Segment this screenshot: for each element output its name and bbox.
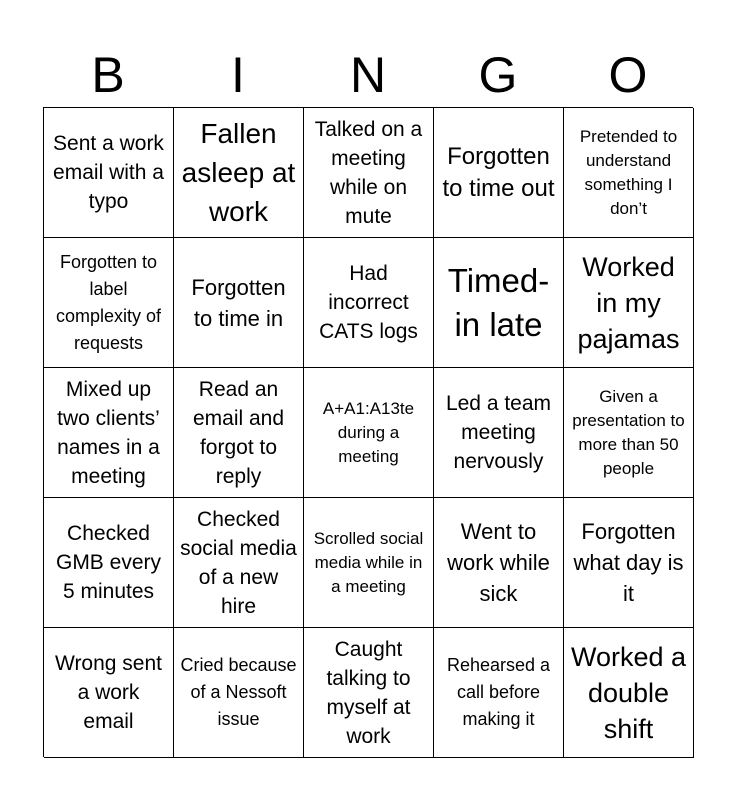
bingo-cell-r4-c3[interactable] xyxy=(304,498,434,628)
cell-text: Read an email and forgot to reply xyxy=(192,377,285,488)
bingo-cell-r1-c3[interactable] xyxy=(304,108,434,238)
bingo-cell-r5-c4[interactable] xyxy=(434,628,564,758)
header-letter-b: B xyxy=(91,47,125,103)
bingo-cell-r3-c2[interactable] xyxy=(174,368,304,498)
cell-text: Checked social media of a new hire xyxy=(180,507,297,618)
cell-text: Worked a double shift xyxy=(570,641,687,744)
bingo-cell-r5-c3[interactable] xyxy=(304,628,434,758)
cell-text: Went to work while sick xyxy=(447,519,550,606)
cell-text: Mixed up two clients’ names in a meeting xyxy=(57,377,160,488)
bingo-cell-r3-c3[interactable] xyxy=(304,368,434,498)
cell-text: Had incorrect CATS logs xyxy=(319,262,418,343)
bingo-cell-r4-c1[interactable] xyxy=(44,498,174,628)
bingo-cell-r3-c4[interactable] xyxy=(434,368,564,498)
bingo-cell-r5-c2[interactable] xyxy=(174,628,304,758)
bingo-cell-r5-c5[interactable] xyxy=(564,628,694,758)
cell-text: Scrolled social media while in a meeting xyxy=(313,528,424,596)
cell-text: Rehearsed a call before making it xyxy=(446,655,551,729)
bingo-cell-r3-c1[interactable] xyxy=(44,368,174,498)
cell-text: A+A1:A13te during a meeting xyxy=(322,398,415,466)
cell-text: Caught talking to myself at work xyxy=(326,637,411,748)
cell-text: Forgotten to label complexity of requests xyxy=(55,251,162,353)
bingo-cell-r3-c5[interactable] xyxy=(564,368,694,498)
cell-text: Sent a work email with a typo xyxy=(53,132,164,213)
bingo-cell-r4-c5[interactable] xyxy=(564,498,694,628)
bingo-cell-r2-c2[interactable] xyxy=(174,238,304,368)
cell-text: Fallen asleep at work xyxy=(181,118,296,227)
bingo-cell-r1-c4[interactable] xyxy=(434,108,564,238)
header-letter-o: O xyxy=(608,47,648,103)
bingo-header xyxy=(43,44,693,106)
cell-text: Led a team meeting nervously xyxy=(445,392,552,473)
bingo-cell-r4-c4[interactable] xyxy=(434,498,564,628)
bingo-cell-r2-c4[interactable] xyxy=(434,238,564,368)
cell-text: Wrong sent a work email xyxy=(55,652,162,733)
cell-text: Talked on a meeting while on mute xyxy=(314,117,423,228)
cell-text: Forgotten to time out xyxy=(442,142,555,202)
cell-text: Checked GMB every 5 minutes xyxy=(55,522,162,603)
bingo-cell-r2-c1[interactable] xyxy=(44,238,174,368)
bingo-cell-r5-c1[interactable] xyxy=(44,628,174,758)
bingo-cell-r1-c5[interactable] xyxy=(564,108,694,238)
cell-text: Timed-in late xyxy=(447,261,550,343)
cell-text: Cried because of a Nessoft issue xyxy=(180,655,297,729)
cell-text: Worked in my pajamas xyxy=(577,251,680,354)
bingo-cell-r2-c5[interactable] xyxy=(564,238,694,368)
cell-text: Forgotten what day is it xyxy=(573,519,684,606)
cell-text: Given a presentation to more than 50 people xyxy=(572,386,685,478)
cell-text: Forgotten to time in xyxy=(191,274,286,331)
header-letter-i: I xyxy=(231,47,245,103)
bingo-cell-r4-c2[interactable] xyxy=(174,498,304,628)
header-letter-g: G xyxy=(478,47,518,103)
bingo-cell-r1-c1[interactable] xyxy=(44,108,174,238)
bingo-cell-r1-c2[interactable] xyxy=(174,108,304,238)
header-letter-n: N xyxy=(349,47,387,103)
bingo-cell-r2-c3[interactable] xyxy=(304,238,434,368)
bingo-card-grid xyxy=(43,107,693,757)
cell-text: Pretended to understand something I don’t xyxy=(579,126,678,218)
